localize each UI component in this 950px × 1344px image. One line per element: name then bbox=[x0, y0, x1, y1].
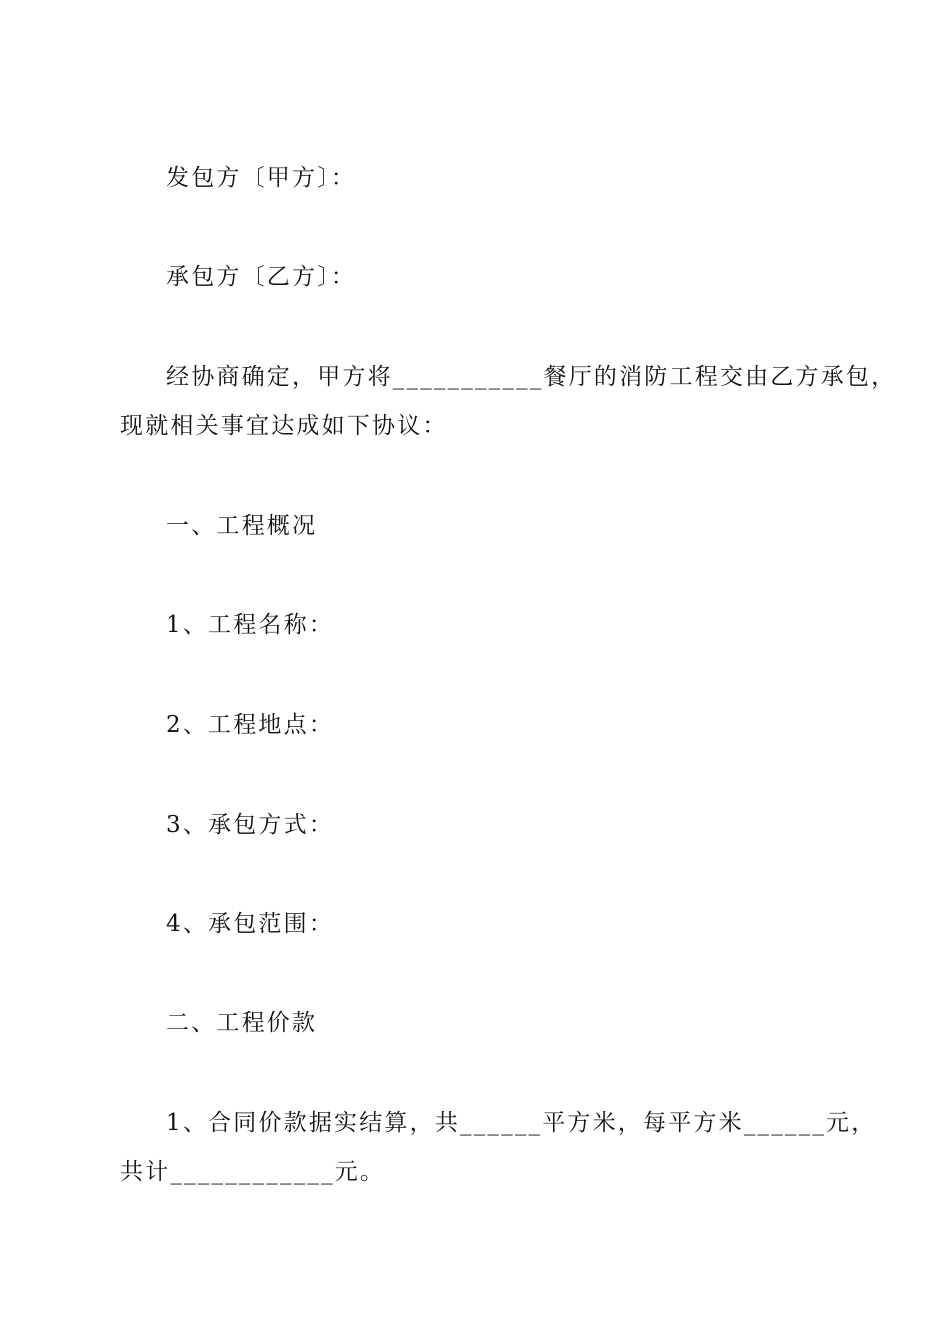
intro-paragraph-line-2: 现就相关事宜达成如下协议： bbox=[120, 413, 448, 439]
party-a-label: 发包方〔甲方〕： bbox=[166, 165, 357, 191]
intro-paragraph-line-1: 经协商确定，甲方将___________餐厅的消防工程交由乙方承包， bbox=[166, 364, 897, 390]
item-contract-scope: 4、承包范围： bbox=[166, 911, 335, 937]
party-b-label: 承包方〔乙方〕： bbox=[166, 264, 357, 290]
item-project-location: 2、工程地点： bbox=[166, 712, 335, 738]
section-2-heading: 二、工程价款 bbox=[166, 1010, 318, 1036]
item-price-line-2: 共计____________元。 bbox=[120, 1159, 386, 1185]
item-contract-method: 3、承包方式： bbox=[166, 812, 335, 838]
item-project-name: 1、工程名称： bbox=[166, 612, 335, 638]
item-price-line-1: 1、合同价款据实结算，共______平方米，每平方米______元， bbox=[166, 1110, 877, 1136]
section-1-heading: 一、工程概况 bbox=[166, 513, 318, 539]
